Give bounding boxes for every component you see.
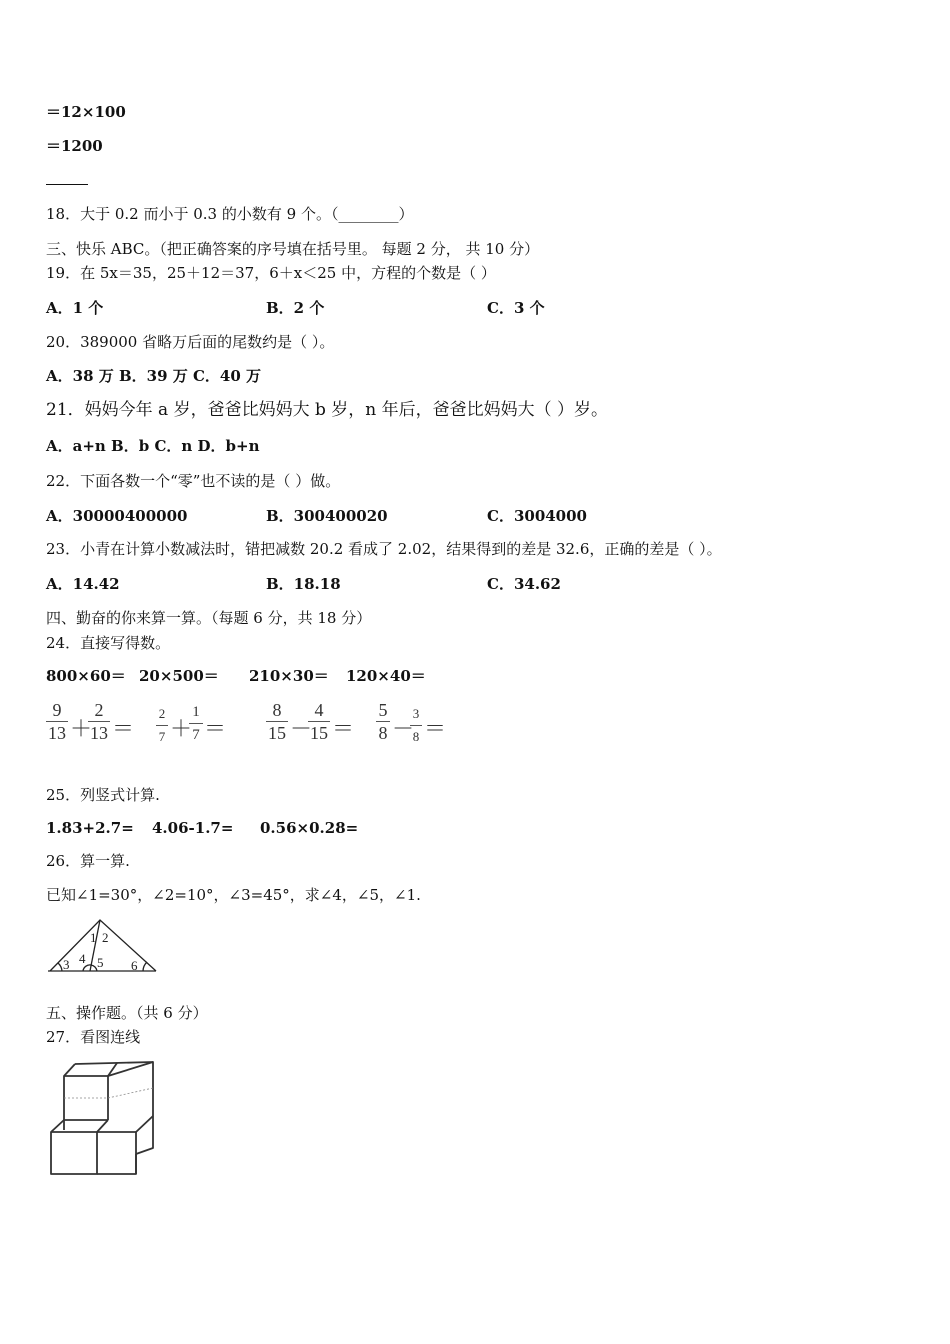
equals-sign: ＝ [332, 716, 355, 741]
question-22-option-c: C．3004000 [487, 507, 587, 525]
fraction-1-7: 1 7 [189, 702, 203, 745]
minus-sign: － [290, 716, 313, 741]
angle-label-5: 5 [97, 955, 104, 970]
question-21-stem: 21．妈妈今年 a 岁，爸爸比妈妈大 b 岁，n 年后，爸爸比妈妈大（ ）岁。 [46, 400, 609, 420]
question-22-option-b: B．300400020 [266, 507, 388, 525]
answer-blank-line [46, 184, 88, 185]
equals-sign: ＝ [112, 716, 135, 741]
q24-calc-4: 120×40＝ [346, 667, 426, 685]
angle-label-1: 1 [90, 930, 97, 945]
minus-sign: － [392, 716, 415, 741]
plus-sign: ＋ [170, 716, 193, 741]
question-26-given: 已知∠1=30°，∠2=10°，∠3=45°，求∠4，∠5，∠1. [46, 886, 421, 904]
question-19-option-a: A．1 个 [46, 299, 104, 317]
question-23-stem: 23．小青在计算小数减法时，错把减数 20.2 看成了 2.02，结果得到的差是 32.6，正确的差是（ ）。 [46, 540, 722, 558]
plus-sign: ＋ [70, 716, 93, 741]
fraction-9-13: 9 13 [48, 700, 66, 743]
question-26-stem: 26．算一算. [46, 852, 130, 870]
prev-answer-line-1: ＝12×100 [46, 103, 126, 121]
q24-calc-1: 800×60＝ [46, 667, 126, 685]
question-19-stem: 19．在 5x＝35，25＋12＝37，6＋x＜25 中，方程的个数是（ ） [46, 264, 496, 282]
prev-answer-line-2: ＝1200 [46, 137, 103, 155]
question-22-stem: 22．下面各数一个“零”也不读的是（ ）做。 [46, 472, 341, 490]
fraction-2-13: 2 13 [90, 700, 108, 743]
equals-sign: ＝ [424, 716, 447, 741]
equals-sign: ＝ [204, 716, 227, 741]
section-5-heading: 五、操作题。（共 6 分） [46, 1004, 208, 1022]
q25-item-3: 0.56×0.28= [260, 819, 359, 837]
question-19-option-b: B．2 个 [266, 299, 325, 317]
question-27-stem: 27．看图连线 [46, 1028, 141, 1046]
angle-label-4: 4 [79, 951, 86, 966]
question-19-option-c: C．3 个 [487, 299, 545, 317]
question-24-stem: 24．直接写得数。 [46, 634, 171, 652]
fraction-3-8: 3 8 [410, 704, 422, 747]
fraction-4-15: 4 15 [310, 700, 328, 743]
angle-label-2: 2 [102, 930, 109, 945]
cube-stack-figure [46, 1058, 158, 1176]
question-23-option-b: B．18.18 [266, 575, 341, 593]
question-25-stem: 25．列竖式计算. [46, 786, 160, 804]
question-20-options: A．38 万 B．39 万 C．40 万 [46, 367, 261, 385]
section-3-heading: 三、快乐 ABC。（把正确答案的序号填在括号里。 每题 2 分， 共 10 分） [46, 240, 540, 258]
question-23-option-a: A．14.42 [46, 575, 120, 593]
question-20-stem: 20．389000 省略万后面的尾数约是（ ）。 [46, 333, 335, 351]
angle-label-3: 3 [63, 957, 70, 972]
triangle-angle-figure [46, 914, 161, 976]
q25-item-2: 4.06-1.7= [152, 819, 234, 837]
q25-item-1: 1.83+2.7= [46, 819, 134, 837]
angle-label-6: 6 [131, 958, 138, 973]
question-22-option-a: A．30000400000 [46, 507, 188, 525]
q24-calc-3: 210×30＝ [249, 667, 329, 685]
question-18: 18．大于 0.2 而小于 0.3 的小数有 9 个。（________） [46, 205, 414, 223]
question-21-options: A．a+n B．b C．n D．b+n [46, 437, 260, 455]
fraction-2-7: 2 7 [156, 704, 168, 747]
section-4-heading: 四、勤奋的你来算一算。（每题 6 分，共 18 分） [46, 609, 372, 627]
q24-calc-2: 20×500＝ [139, 667, 219, 685]
fraction-8-15: 8 15 [268, 700, 286, 743]
question-23-option-c: C．34.62 [487, 575, 561, 593]
fraction-5-8: 5 8 [376, 700, 390, 743]
